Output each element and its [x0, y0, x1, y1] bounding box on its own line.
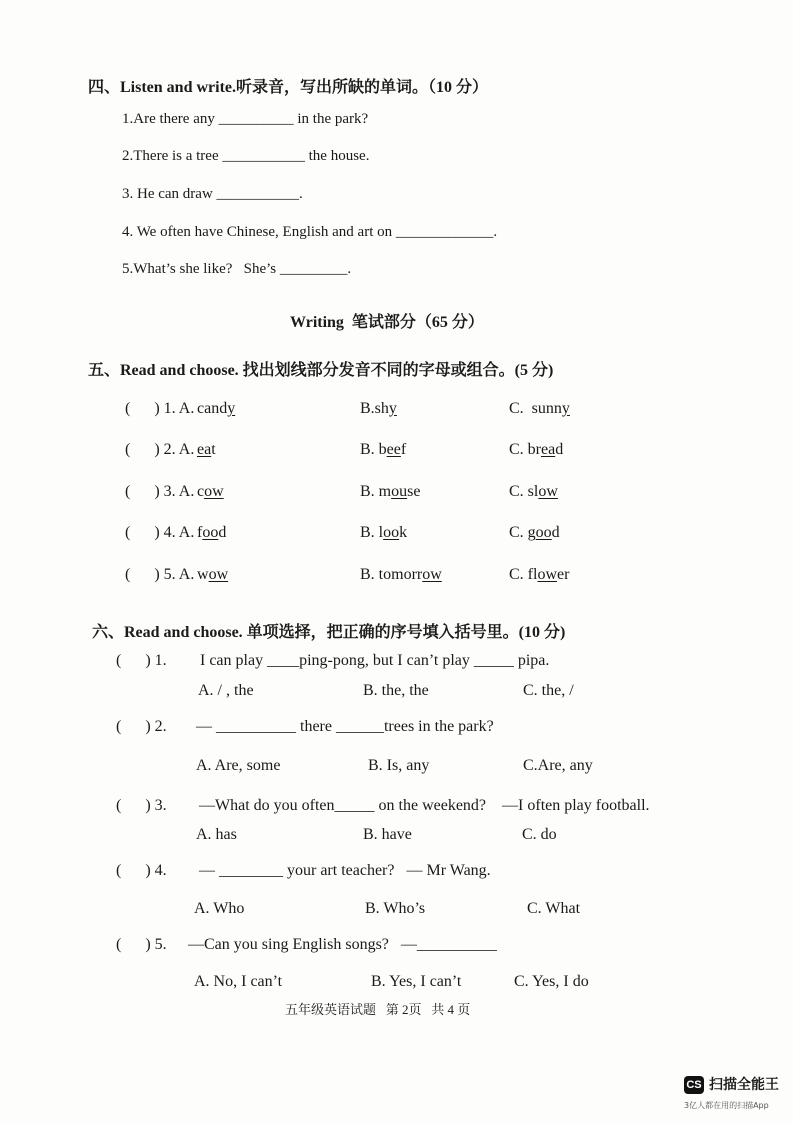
section4-heading: 四、Listen and write.听录音，写出所缺的单词。（10 分） — [88, 79, 489, 96]
section6-q3-option-b: B. have — [363, 826, 412, 843]
section6-q4-number: ( ) 4. — [116, 862, 167, 879]
section6-q4-stem: — ________ your art teacher? — Mr Wang. — [199, 862, 491, 879]
section6-q5-option-a: A. No, I can’t — [194, 973, 283, 990]
section5-row-4-option-b: B. look — [360, 524, 408, 541]
section6-q2-option-c: C.Are, any — [523, 757, 593, 774]
section5-row-5-option-b: B. tomorrow — [360, 566, 442, 583]
section5-row-5-number: ( ) 5. A. — [125, 566, 199, 583]
section6-q2-number: ( ) 2. — [116, 718, 167, 735]
scanner-brand-slogan: 3亿人都在用的扫描App — [684, 1101, 769, 1110]
section5-row-2-option-a: eat — [197, 441, 216, 458]
section5-row-5-option-a: wow — [197, 566, 229, 583]
section6-q3-option-c: C. do — [522, 826, 557, 843]
section5-row-2-option-c: C. bread — [509, 441, 564, 458]
section6-heading: 六、Read and choose. 单项选择，把正确的序号填入括号里。(10 分) — [92, 624, 566, 641]
section5-row-3-number: ( ) 3. A. — [125, 483, 199, 500]
section6-q3-option-a: A. has — [196, 826, 237, 843]
section5-row-2-number: ( ) 2. A. — [125, 441, 199, 458]
section6-q5-option-b: B. Yes, I can’t — [371, 973, 462, 990]
section6-q1-number: ( ) 1. — [116, 652, 167, 669]
section6-q5-number: ( ) 5. — [116, 936, 167, 953]
section6-q1-option-a: A. / , the — [198, 682, 254, 699]
writing-section-title: Writing 笔试部分（65 分） — [290, 314, 484, 331]
section6-q1-option-c: C. the, / — [523, 682, 574, 699]
section6-q5-option-c: C. Yes, I do — [514, 973, 589, 990]
section5-row-5-option-c: C. flower — [509, 566, 570, 583]
section4-item-4: 4. We often have Chinese, English and art on _____________. — [122, 224, 498, 240]
scanner-logo-icon: CS — [684, 1076, 704, 1094]
section5-row-4-number: ( ) 4. A. — [125, 524, 195, 541]
section5-row-2-option-b: B. beef — [360, 441, 407, 458]
section4-item-2: 2.There is a tree ___________ the house. — [122, 148, 370, 164]
section6-q2-option-a: A. Are, some — [196, 757, 281, 774]
section4-item-1: 1.Are there any __________ in the park? — [122, 111, 369, 127]
section6-q1-stem: I can play ____ping-pong, but I can’t play _____ pipa. — [200, 652, 550, 669]
section6-q5-stem: —Can you sing English songs? —__________ — [188, 936, 497, 953]
section6-q1-option-b: B. the, the — [363, 682, 429, 699]
section6-q4-option-c: C. What — [527, 900, 581, 917]
section6-q4-option-a: A. Who — [194, 900, 245, 917]
section4-item-5: 5.What’s she like? She’s _________. — [122, 261, 352, 277]
section6-q4-option-b: B. Who’s — [365, 900, 426, 917]
section5-row-3-option-c: C. slow — [509, 483, 558, 500]
section6-q2-option-b: B. Is, any — [368, 757, 430, 774]
page-footer: 五年级英语试题 第 2页 共 4 页 — [285, 1002, 471, 1017]
section5-heading: 五、Read and choose. 找出划线部分发音不同的字母或组合。(5 分) — [88, 362, 554, 379]
section5-row-1-option-a: candy — [197, 400, 236, 417]
section5-row-1-option-c: C. sunny — [509, 400, 570, 417]
section5-row-4-option-c: C. good — [509, 524, 560, 541]
scanner-brand-name: 扫描全能王 — [709, 1077, 779, 1093]
section6-q3-number: ( ) 3. — [116, 797, 167, 814]
section4-item-3: 3. He can draw ___________. — [122, 186, 303, 202]
section5-row-4-option-a: food — [197, 524, 227, 541]
section5-row-1-option-b: B.shy — [360, 400, 397, 417]
section5-row-3-option-b: B. mouse — [360, 483, 421, 500]
section5-row-1-number: ( ) 1. A. — [125, 400, 199, 417]
section6-q3-stem: —What do you often_____ on the weekend? —I often play football. — [199, 797, 650, 814]
section5-row-3-option-a: cow — [197, 483, 224, 500]
section6-q2-stem: — __________ there ______trees in the park? — [196, 718, 494, 735]
